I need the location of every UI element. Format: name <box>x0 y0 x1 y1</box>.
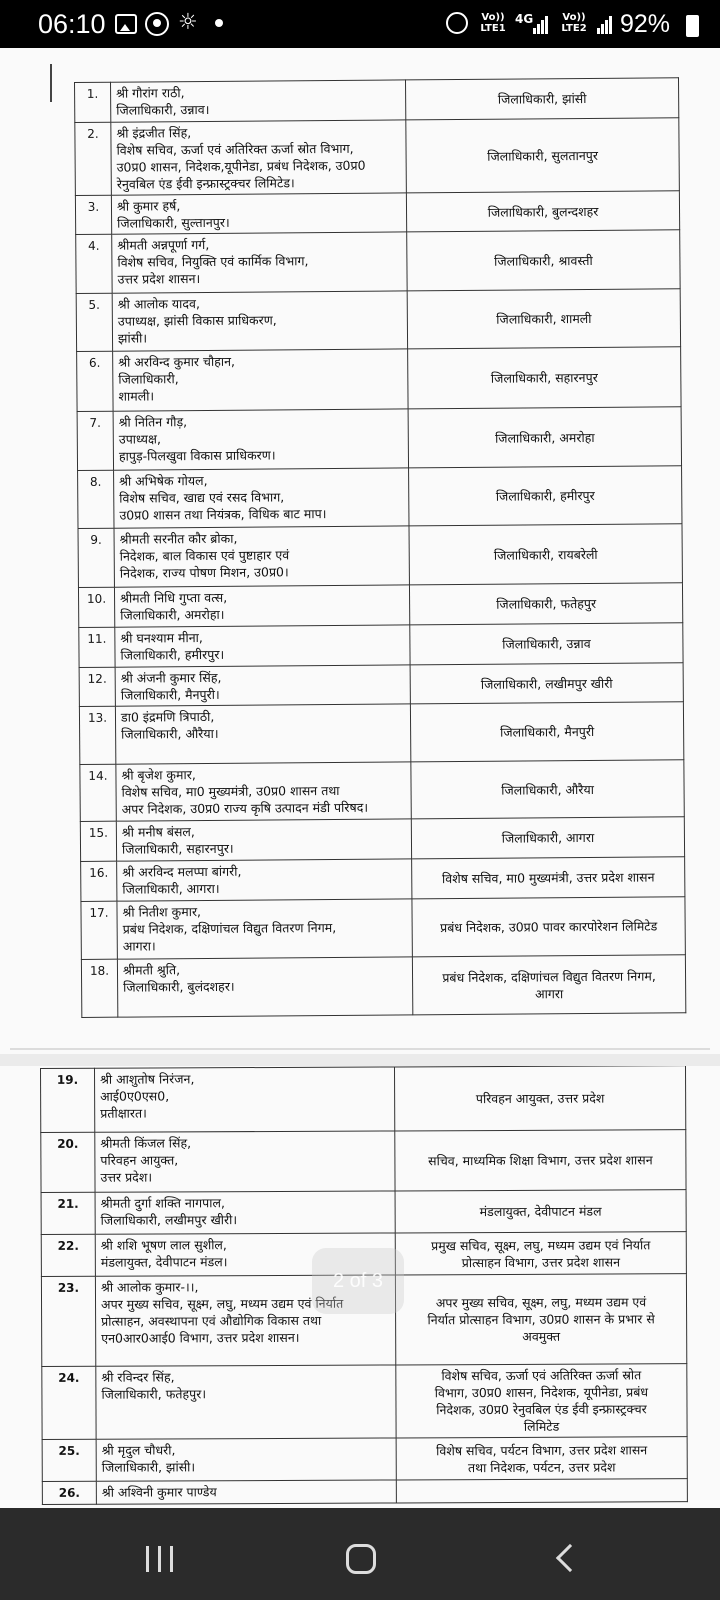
serial-number: 16. <box>81 861 117 901</box>
serial-number: 5. <box>76 293 112 351</box>
officer-line: एन0आर0आई0 विभाग, उत्तर प्रदेश शासन। <box>101 1329 300 1346</box>
officer-current-post <box>114 585 409 627</box>
officer-line: अपर मुख्य सचिव, सूक्ष्म, लघु, मध्यम उद्यम एवं निर्यात <box>100 1295 344 1312</box>
officer-line: श्री नितिन गौड़, <box>118 414 188 430</box>
officer-line: जिलाधिकारी, बुलंदशहर। <box>123 978 235 995</box>
signal-icon-2 <box>597 16 613 34</box>
officer-line: श्री आशुतोष निरंजन, <box>100 1071 195 1087</box>
table-row <box>42 1479 687 1505</box>
new-posting <box>394 1066 685 1131</box>
page-indicator: 2 of 3 <box>312 1248 404 1314</box>
officer-line: श्री अश्विनी कुमार पाण्डेय <box>101 1484 217 1500</box>
new-posting <box>409 466 682 526</box>
posting-line: विशेष सचिव, मा0 मुख्यमंत्री, उत्तर प्रदेश शासन <box>441 869 655 887</box>
serial-number: 13. <box>79 706 115 764</box>
new-posting <box>411 760 684 819</box>
new-posting <box>412 857 685 899</box>
officer-line: श्री अरविन्द मलप्पा बांगरी, <box>122 863 242 880</box>
officer-line: परिवहन आयुक्त, <box>100 1152 179 1168</box>
officer-current-post <box>95 1131 395 1192</box>
serial-number: 12. <box>79 667 115 706</box>
table-row <box>75 191 679 235</box>
officer-line: श्री घनश्याम मीना, <box>120 630 203 646</box>
table-row <box>42 1437 687 1482</box>
officer-line: श्रीमती दुर्गा शक्ति नागपाल, <box>100 1195 225 1211</box>
serial-number: 24. <box>42 1366 96 1439</box>
home-icon[interactable] <box>346 1544 376 1574</box>
dot-icon <box>215 19 223 27</box>
new-posting <box>395 1190 686 1233</box>
officer-line: जिलाधिकारी, अमरोहा। <box>120 606 225 623</box>
transfer-table-1 <box>74 77 686 1018</box>
table-row <box>41 1190 686 1235</box>
officer-line: विशेष सचिव, खाद्य एवं रसद विभाग, <box>119 489 285 506</box>
officer-line: जिलाधिकारी, <box>118 371 179 387</box>
officer-current-post <box>114 526 409 587</box>
posting-line: अवमुक्त <box>522 1328 561 1344</box>
brightness-icon: ☼ <box>178 10 198 35</box>
battery-icon <box>686 15 699 37</box>
table-row <box>81 897 685 960</box>
officer-line: श्रीमती निधि गुप्ता वत्स, <box>119 589 228 606</box>
officer-line: विशेष सचिव, मा0 मुख्यमंत्री, उ0प्र0 शासन तथा <box>121 782 340 800</box>
margin-mark <box>50 64 52 102</box>
posting-line: जिलाधिकारी, फतेहपुर <box>496 595 597 612</box>
posting-line <box>402 1490 682 1491</box>
posting-line: जिलाधिकारी, लखीमपुर खीरी <box>480 675 613 692</box>
serial-number: 22. <box>41 1234 95 1276</box>
document-page-1[interactable] <box>0 48 720 1054</box>
new-posting <box>410 663 683 704</box>
new-posting <box>395 1130 686 1191</box>
new-posting <box>396 1479 687 1503</box>
officer-current-post <box>115 665 410 706</box>
new-posting <box>406 118 680 193</box>
new-posting <box>395 1274 686 1365</box>
officer-line: प्रतीक्षारत। <box>100 1105 147 1121</box>
officer-line: श्री शशि भूषण लाल सुशील, <box>100 1237 227 1253</box>
officer-line: जिलाधिकारी, हमीरपुर। <box>120 646 225 663</box>
officer-current-post <box>114 468 409 528</box>
officer-line: जिलाधिकारी, सहारनपुर। <box>121 840 234 857</box>
officer-current-post <box>112 232 407 293</box>
table-row <box>75 78 679 123</box>
posting-line: अपर मुख्य सचिव, सूक्ष्म, लघु, मध्यम उद्यम एवं <box>435 1294 647 1311</box>
posting-line: जिलाधिकारी, झांसी <box>497 90 587 107</box>
officer-line: जिलाधिकारी, फतेहपुर। <box>101 1386 207 1402</box>
posting-line: प्रबंध निदेशक, उ0प्र0 पावर कारपोरेशन लिमिटेड <box>439 918 658 936</box>
new-posting <box>395 1232 686 1275</box>
table-row <box>79 623 683 668</box>
officer-current-post <box>96 1365 396 1439</box>
table-row <box>77 347 681 412</box>
table-row <box>41 1066 686 1132</box>
officer-current-post <box>117 899 412 959</box>
officer-line: श्री मनीष बंसल, <box>121 824 195 840</box>
table-row <box>78 583 682 628</box>
posting-line: निदेशक, उ0प्र0 रेनुवबिल एंड ईवी इन्फ्रास्ट्रक्चर <box>436 1401 647 1418</box>
officer-line: उपाध्यक्ष, <box>118 431 161 447</box>
serial-number: 8. <box>78 470 114 528</box>
table-row <box>78 524 682 588</box>
new-posting <box>396 1437 687 1480</box>
posting-line: सचिव, माध्यमिक शिक्षा विभाग, उत्तर प्रदेश शासन <box>428 1152 653 1169</box>
serial-number: 15. <box>80 821 116 861</box>
serial-number: 11. <box>79 627 115 667</box>
navigation-bar <box>0 1508 720 1600</box>
officer-line: श्री अभिषेक गोयल, <box>119 472 208 489</box>
table-row <box>77 407 681 471</box>
officer-line: जिलाधिकारी, झांसी। <box>101 1459 196 1475</box>
posting-line: निर्यात प्रोत्साहन विभाग, उ0प्र0 शासन के प्रभार से <box>427 1311 655 1328</box>
officer-line: निदेशक, बाल विकास एवं पुष्टाहार एवं <box>119 547 290 564</box>
new-posting <box>407 230 680 291</box>
table-row <box>81 955 685 1018</box>
new-posting <box>405 78 678 120</box>
page-edge <box>10 1048 710 1050</box>
serial-number: 17. <box>81 901 117 959</box>
officer-line: शामली। <box>118 388 155 404</box>
table-row <box>42 1364 687 1440</box>
posting-line: जिलाधिकारी, शामली <box>496 310 592 327</box>
posting-line: तथा निदेशक, पर्यटन, उत्तर प्रदेश <box>467 1458 616 1475</box>
sim1-label: Vo)) LTE1 <box>480 12 506 34</box>
officer-line: श्री गौरांग राठी, <box>116 85 185 101</box>
officer-line: श्री अंजनी कुमार सिंह, <box>120 669 222 686</box>
officer-current-post <box>111 80 406 122</box>
table-row <box>80 760 684 822</box>
alarm-icon <box>446 12 468 34</box>
recents-icon[interactable] <box>146 1546 174 1572</box>
table-row <box>78 466 682 529</box>
serial-number: 23. <box>41 1276 95 1366</box>
table-row <box>80 817 684 862</box>
officer-current-post <box>111 120 407 195</box>
table-row <box>75 118 680 196</box>
posting-line: आगरा <box>535 985 564 1001</box>
new-posting <box>408 407 681 468</box>
officer-line: प्रबंध निदेशक, दक्षिणांचल विद्युत वितरण निगम, <box>122 919 337 937</box>
posting-line: जिलाधिकारी, अमरोहा <box>494 429 595 446</box>
posting-line: जिलाधिकारी, आगरा <box>501 829 595 846</box>
officer-line: जिलाधिकारी, मैनपुरी। <box>120 686 220 703</box>
new-posting <box>410 702 683 762</box>
officer-current-post <box>117 859 412 901</box>
posting-line: जिलाधिकारी, सुलतानपुर <box>487 147 599 164</box>
officer-current-post <box>113 349 408 411</box>
officer-line: मंडलायुक्त, देवीपाटन मंडल। <box>100 1254 228 1270</box>
sim2-label: Vo)) LTE2 <box>561 12 587 34</box>
table-row <box>81 857 685 902</box>
officer-line: निदेशक, राज्य पोषण मिशन, उ0प्र0। <box>119 564 289 581</box>
posting-line: प्रोत्साहन विभाग, उत्तर प्रदेश शासन <box>461 1253 621 1270</box>
network-type: 4G <box>515 12 534 26</box>
officer-line: उ0प्र0 शासन, निदेशक,यूपीनेडा, प्रबंध निदेशक, उ0प्र0 <box>116 157 366 175</box>
officer-line: श्री आलोक कुमार-।।, <box>100 1279 199 1295</box>
new-posting <box>408 347 681 409</box>
serial-number: 18. <box>81 959 117 1017</box>
officer-current-post <box>115 625 410 667</box>
whatsapp-icon <box>145 12 169 36</box>
posting-line: प्रमुख सचिव, सूक्ष्म, लघु, मध्यम उद्यम एवं निर्यात <box>431 1236 651 1253</box>
officer-line: डा0 इंद्रमणि त्रिपाठी, <box>120 708 215 725</box>
officer-line: उत्तर प्रदेश। <box>100 1169 153 1185</box>
posting-line: जिलाधिकारी, सहारनपुर <box>490 369 598 386</box>
officer-line: श्री मृदुल चौधरी, <box>101 1442 176 1458</box>
serial-number: 3. <box>75 195 111 234</box>
posting-line: प्रबंध निदेशक, दक्षिणांचल विद्युत वितरण निगम, <box>442 967 656 985</box>
posting-line: परिवहन आयुक्त, उत्तर प्रदेश <box>475 1090 605 1107</box>
posting-line: विभाग, उ0प्र0 शासन, निदेशक, यूपीनेडा, प्रबंध <box>434 1384 649 1401</box>
officer-line: विशेष सचिव, ऊर्जा एवं अतिरिक्त ऊर्जा स्रोत विभाग, <box>116 140 354 158</box>
serial-number: 1. <box>75 82 111 122</box>
officer-current-post <box>111 193 406 234</box>
officer-line: जिलाधिकारी, सुल्तानपुर। <box>117 214 230 231</box>
officer-line: श्री आलोक यादव, <box>117 296 200 312</box>
serial-number: 20. <box>41 1132 95 1192</box>
officer-current-post <box>113 409 408 470</box>
table-row <box>41 1130 686 1193</box>
serial-number: 26. <box>42 1481 96 1504</box>
serial-number: 10. <box>78 587 114 627</box>
officer-line: श्रीमती किंजल सिंह, <box>100 1135 192 1151</box>
new-posting <box>409 583 682 625</box>
posting-line: जिलाधिकारी, रायबरेली <box>493 546 598 563</box>
new-posting <box>406 191 679 232</box>
officer-line: श्री कुमार हर्ष, <box>116 198 181 214</box>
officer-line: प्रोत्साहन, अवस्थापना एवं औद्योगिक विकास तथा <box>101 1312 322 1329</box>
posting-line: लिमिटेड <box>523 1418 560 1434</box>
officer-current-post <box>116 819 411 861</box>
posting-line: विशेष सचिव, ऊर्जा एवं अतिरिक्त ऊर्जा स्रोत <box>441 1367 642 1384</box>
officer-current-post <box>96 1438 396 1481</box>
officer-line: उत्तर प्रदेश शासन। <box>117 271 201 287</box>
serial-number: 9. <box>78 528 114 587</box>
new-posting <box>407 289 680 349</box>
officer-line: हापुड़-पिलखुवा विकास प्राधिकरण। <box>118 447 276 464</box>
new-posting <box>409 524 682 585</box>
officer-current-post <box>95 1191 395 1234</box>
officer-line: रेनुवबिल एंड ईवी इन्फ्रास्ट्रक्चर लिमिटेड। <box>116 175 295 192</box>
officer-current-post <box>117 957 412 1017</box>
officer-line: श्रीमती सरनीत कौर ब्रोका, <box>119 530 238 547</box>
posting-line: जिलाधिकारी, उन्नाव <box>502 635 591 652</box>
officer-line: श्री नितीश कुमार, <box>122 904 202 920</box>
officer-line: श्री रविन्दर सिंह, <box>101 1369 175 1385</box>
table-row <box>79 663 683 707</box>
posting-line: जिलाधिकारी, बुलन्दशहर <box>487 203 599 220</box>
posting-line: जिलाधिकारी, श्रावस्ती <box>494 252 593 269</box>
table-row <box>79 702 683 765</box>
serial-number: 21. <box>41 1192 95 1234</box>
serial-number: 19. <box>41 1068 95 1132</box>
serial-number: 25. <box>42 1439 96 1481</box>
table-row <box>76 289 680 352</box>
officer-line: जिलाधिकारी, औरैया। <box>121 725 219 742</box>
officer-line: उ0प्र0 शासन तथा नियंत्रक, विधिक बाट माप। <box>119 506 327 523</box>
officer-line: विशेष सचिव, नियुक्ति एवं कार्मिक विभाग, <box>117 253 309 270</box>
back-icon[interactable] <box>556 1544 584 1572</box>
serial-number: 7. <box>77 411 113 470</box>
officer-current-post <box>116 762 411 821</box>
officer-line: श्री अरविन्द कुमार चौहान, <box>118 353 236 370</box>
officer-line: आई0ए0एस0, <box>100 1088 170 1104</box>
officer-line: श्री बृजेश कुमार, <box>121 767 196 783</box>
officer-current-post <box>96 1480 396 1504</box>
posting-line: जिलाधिकारी, मैनपुरी <box>499 723 595 740</box>
posting-line: जिलाधिकारी, औरैया <box>501 781 594 798</box>
officer-line: झांसी। <box>117 330 148 346</box>
officer-line: आगरा। <box>122 938 156 954</box>
serial-number: 2. <box>75 122 112 195</box>
battery-percent: 92% <box>620 10 671 38</box>
officer-line: श्रीमती अन्नपूर्णा गर्ग, <box>117 236 210 253</box>
officer-line: जिलाधिकारी, लखीमपुर खीरी। <box>100 1212 238 1228</box>
new-posting <box>410 623 683 665</box>
officer-current-post <box>112 291 407 351</box>
signal-icon <box>533 16 549 34</box>
serial-number: 4. <box>76 234 112 293</box>
officer-current-post <box>95 1067 395 1132</box>
new-posting <box>411 817 684 859</box>
officer-line: जिलाधिकारी, आगरा। <box>122 880 220 897</box>
posting-line: जिलाधिकारी, हमीरपुर <box>495 487 595 504</box>
table-row <box>76 230 680 294</box>
serial-number: 6. <box>77 351 113 411</box>
officer-line: उपाध्यक्ष, झांसी विकास प्राधिकरण, <box>117 312 277 329</box>
new-posting <box>412 897 685 957</box>
officer-current-post <box>115 704 410 764</box>
new-posting <box>396 1364 687 1438</box>
officer-line: अपर निदेशक, उ0प्र0 राज्य कृषि उत्पादन मंडी परिषद। <box>121 799 369 817</box>
officer-line: श्री इंद्रजीत सिंह, <box>116 125 192 141</box>
officer-line: श्रीमती श्रुति, <box>122 962 181 978</box>
gallery-icon <box>115 14 137 34</box>
posting-line: विशेष सचिव, पर्यटन विभाग, उत्तर प्रदेश शासन <box>436 1441 648 1458</box>
status-time: 06:10 <box>38 9 106 39</box>
officer-line: जिलाधिकारी, उन्नाव। <box>116 101 210 118</box>
new-posting <box>412 955 685 1015</box>
posting-line: मंडलायुक्त, देवीपाटन मंडल <box>479 1203 602 1220</box>
serial-number: 14. <box>80 764 116 821</box>
status-bar <box>0 0 720 48</box>
